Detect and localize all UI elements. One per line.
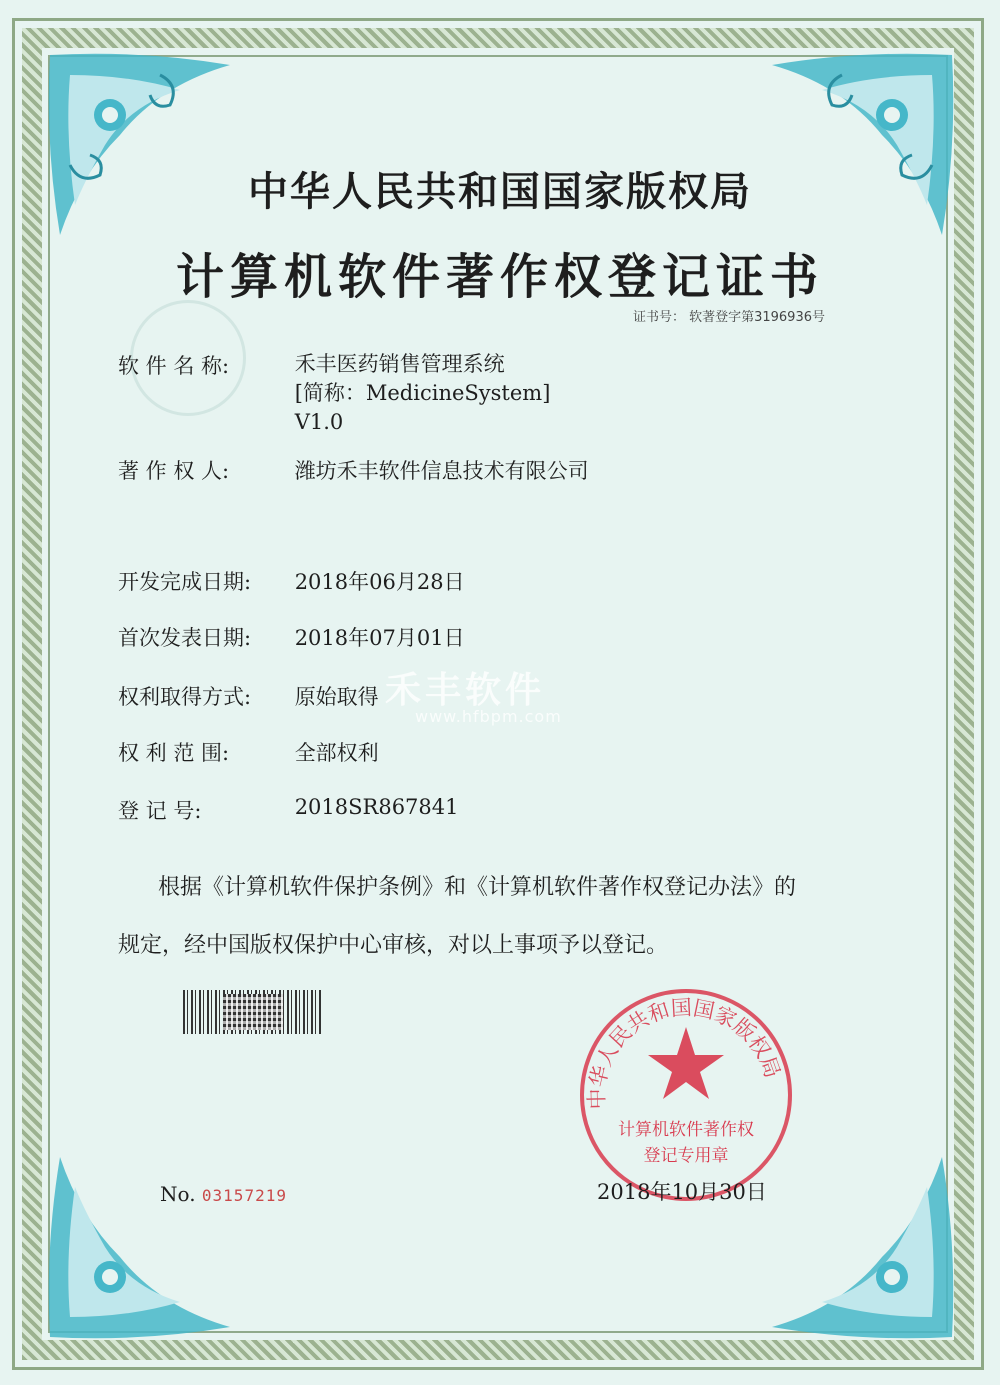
software-name-row bbox=[118, 350, 550, 437]
barcode-icon bbox=[183, 990, 323, 1034]
watermark-url: www.hfbpm.com bbox=[415, 707, 562, 726]
field-value bbox=[295, 350, 551, 437]
software-name: 禾丰医药销售管理系统 bbox=[294, 352, 505, 376]
software-short-name: [简称：MedicineSystem] bbox=[294, 381, 551, 405]
body-paragraph: 规定，经中国版权保护中心审核，对以上事项予以登记。 bbox=[118, 933, 669, 958]
field-label: 著 作 权 人: bbox=[118, 459, 230, 483]
seal-ring-text: 中华人民共和国国家版权局 bbox=[584, 995, 785, 1110]
serial-prefix: No. bbox=[160, 1182, 196, 1206]
field-value: 原始取得 bbox=[294, 685, 379, 709]
field-label: 登 记 号: bbox=[118, 799, 202, 823]
seal-line1: 计算机软件著作权 bbox=[618, 1120, 754, 1140]
field-value: 2018年06月28日 bbox=[294, 570, 465, 594]
acquisition-row bbox=[118, 681, 379, 711]
body-paragraph: 根据《计算机软件保护条例》和《计算机软件著作权登记办法》的 bbox=[158, 875, 797, 900]
watermark bbox=[385, 662, 562, 726]
corner-ornament-icon bbox=[40, 1147, 240, 1347]
dev-date-row bbox=[118, 566, 465, 596]
watermark-text: 禾丰软件 bbox=[385, 670, 546, 711]
field-value: 潍坊禾丰软件信息技术有限公司 bbox=[294, 459, 589, 483]
publish-date-row bbox=[118, 622, 465, 652]
certificate-title: 计算机软件著作权登记证书 bbox=[175, 249, 824, 305]
registration-number-row bbox=[118, 795, 459, 825]
seal-line2: 登记专用章 bbox=[643, 1146, 729, 1166]
serial-value: 03157219 bbox=[201, 1186, 287, 1205]
field-value: 全部权利 bbox=[294, 741, 379, 765]
field-value: 2018SR867841 bbox=[294, 795, 459, 819]
certificate-number: 证书号： 软著登字第3196936号 bbox=[632, 310, 825, 325]
field-label: 权 利 范 围: bbox=[118, 741, 230, 765]
field-label: 开发完成日期: bbox=[118, 570, 252, 594]
serial-number bbox=[160, 1182, 287, 1206]
field-value: 2018年07月01日 bbox=[294, 626, 465, 650]
field-label: 权利取得方式: bbox=[118, 685, 252, 709]
software-version: V1.0 bbox=[294, 410, 344, 434]
field-label: 软 件 名 称: bbox=[118, 354, 230, 378]
official-seal-icon bbox=[576, 985, 796, 1205]
issuer-title: 中华人民共和国国家版权局 bbox=[248, 168, 752, 215]
copyright-owner-row bbox=[118, 455, 589, 485]
field-label: 首次发表日期: bbox=[118, 626, 252, 650]
scope-row bbox=[118, 737, 379, 767]
issue-date: 2018年10月30日 bbox=[597, 1180, 767, 1204]
